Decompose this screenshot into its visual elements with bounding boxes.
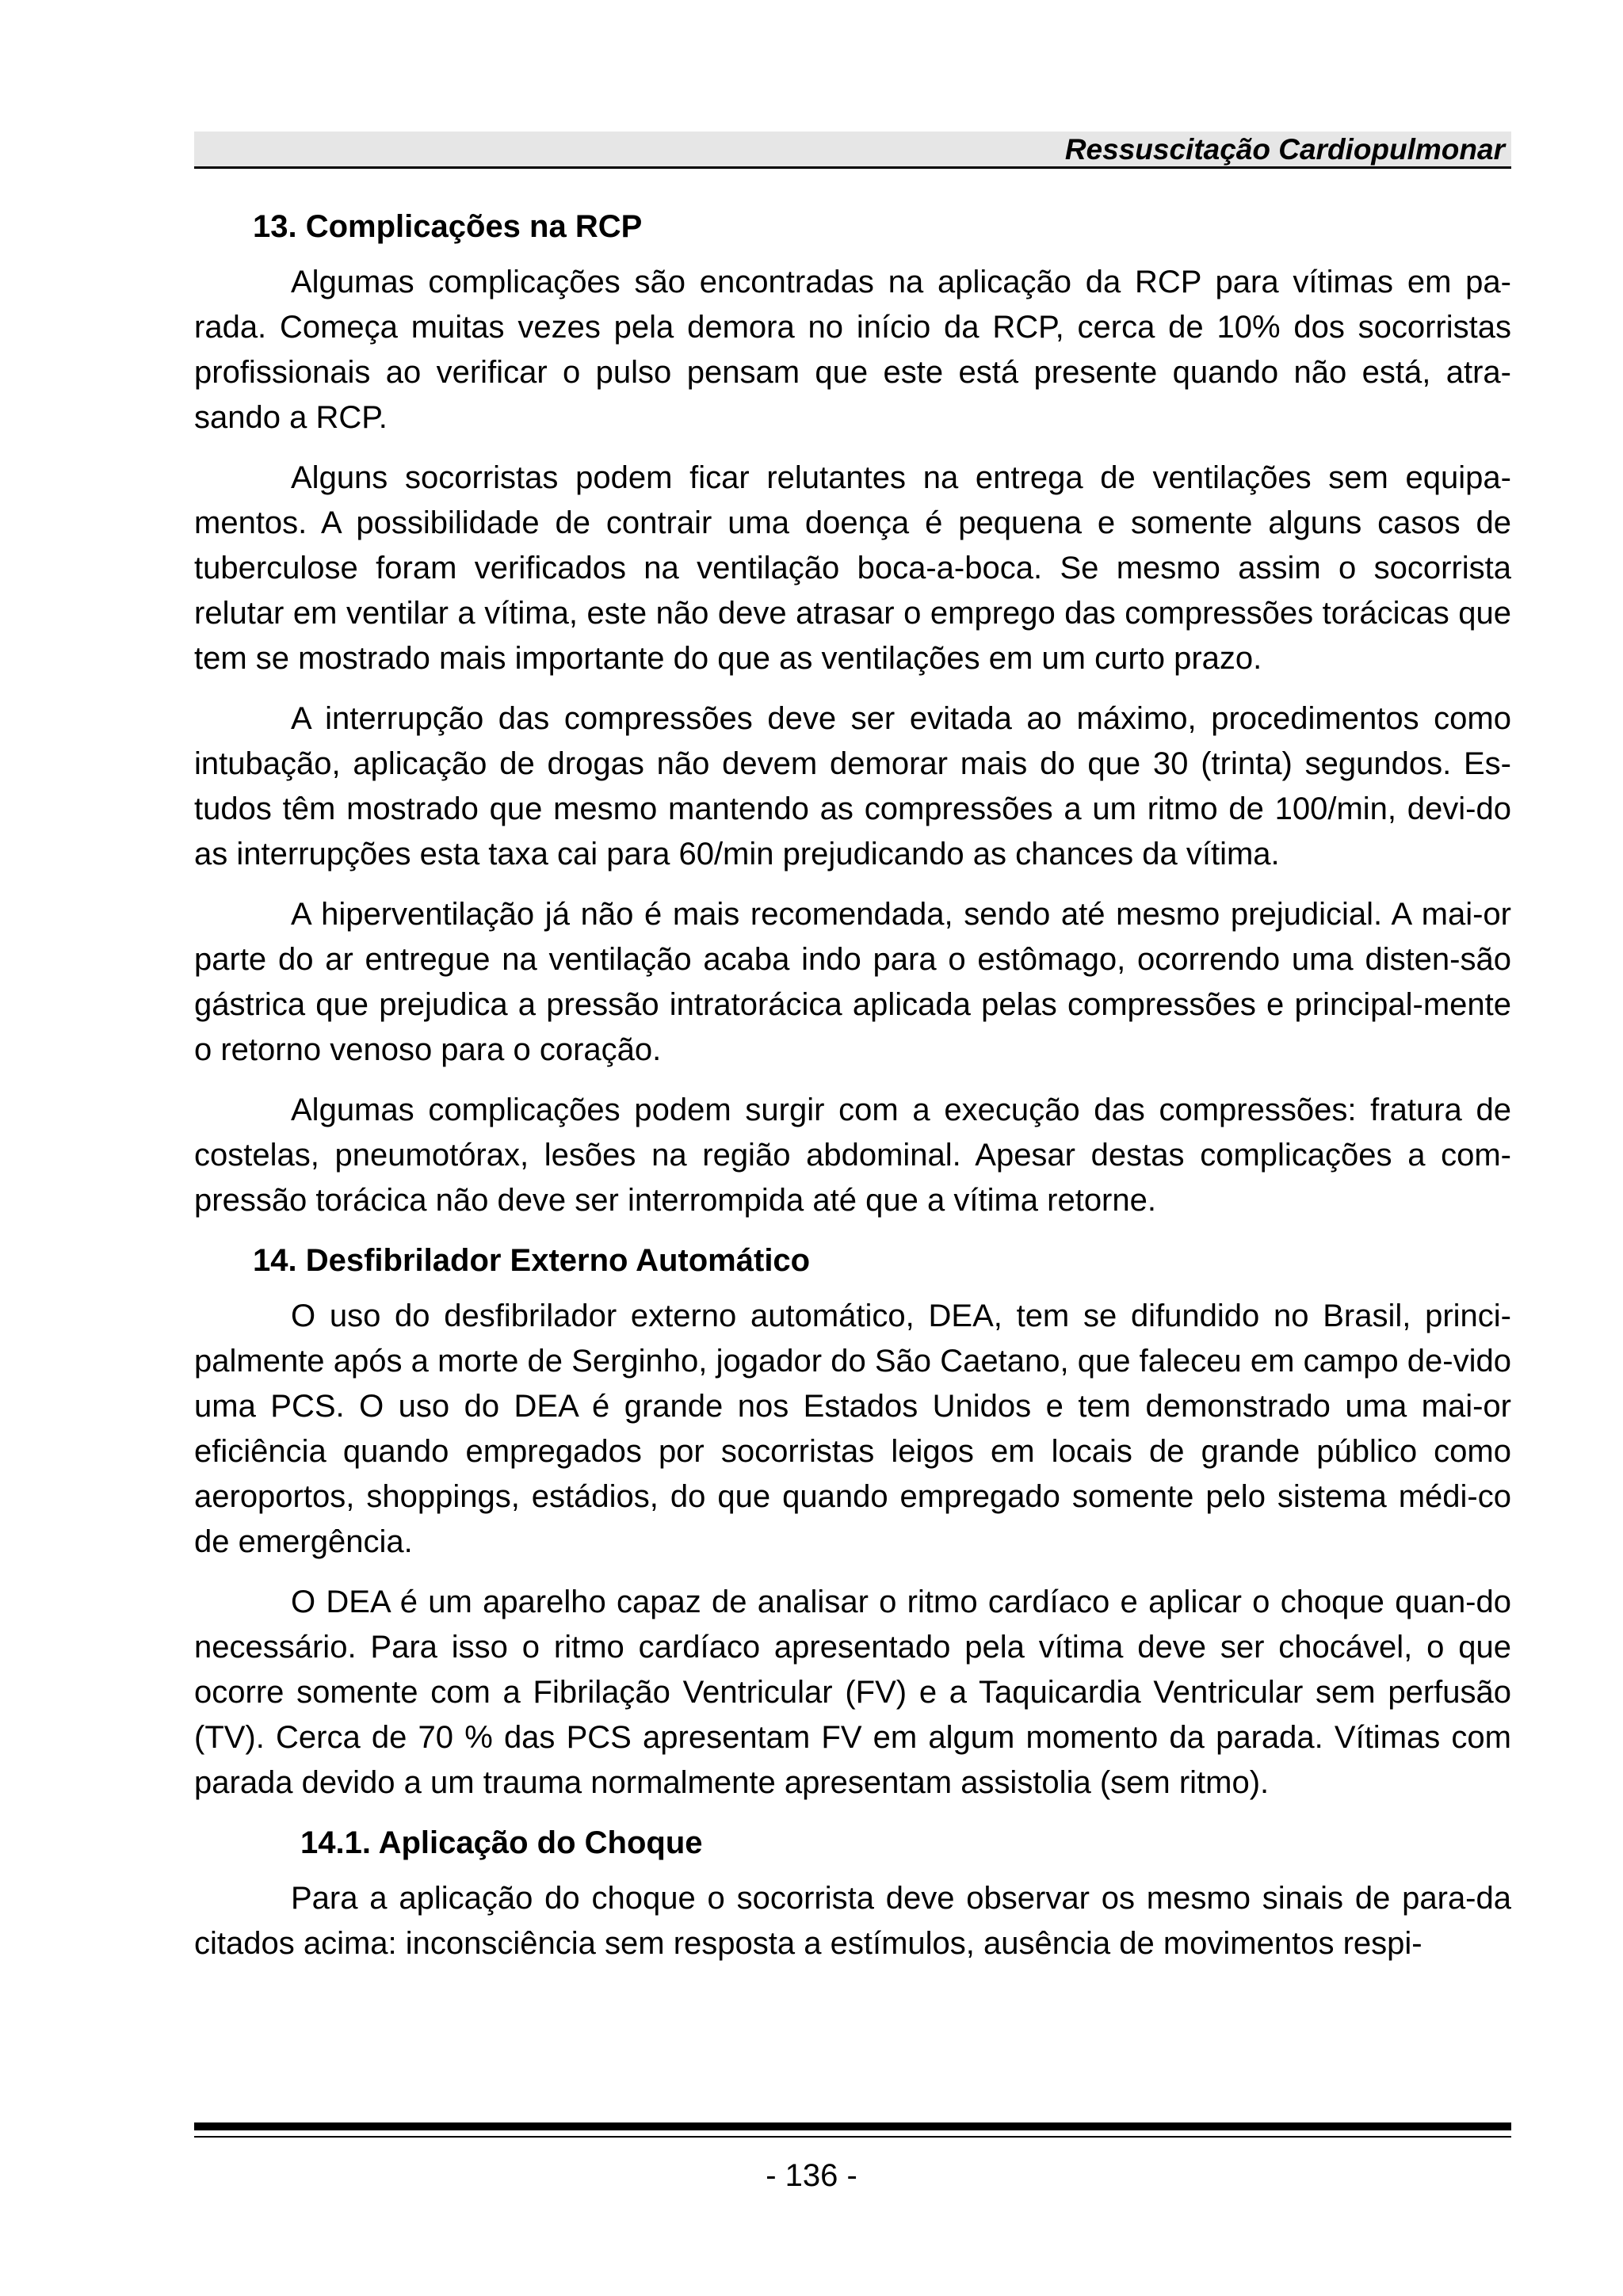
section-heading: 13. Complicações na RCP <box>253 209 643 244</box>
footer-rule-thin <box>194 2136 1511 2138</box>
running-header-title: Ressuscitação Cardiopulmonar <box>1064 133 1505 166</box>
paragraph: A interrupção das compressões deve ser evitada ao máximo, procedimentos como intubação, aplicação de drogas não devem demorar mais do que 30 (trinta) segundos. Es-tudos têm mostrado que mesmo mantendo as compressões a um ritmo de 100/min, devi-do as interrupções esta taxa cai para 60/min prejudicando as chances da vítima. <box>194 701 1511 871</box>
paragraph: Alguns socorristas podem ficar relutantes na entrega de ventilações sem equipa-mentos. A possibilidade de contrair uma doença é pequena e somente alguns casos de tuberculose foram verificados na ventilação boca-a-boca. Se mesmo assim o socorrista relutar em ventilar a vítima, este não deve atrasar o emprego das compressões torácicas que tem se mostrado mais importante do que as ventilações em um curto prazo. <box>194 460 1511 676</box>
paragraph: O DEA é um aparelho capaz de analisar o ritmo cardíaco e aplicar o choque quan-do necessário. Para isso o ritmo cardíaco apresentado pela vítima deve ser chocável, o que ocorre somente com a Fibrilação Ventricular (FV) e a Taquicardia Ventricular sem perfusão (TV). Cerca de 70 % das PCS apresentam FV em algum momento da parada. Vítimas com parada devido a um trauma normalmente apresentam assistolia (sem ritmo). <box>194 1585 1511 1800</box>
footer-rule-thick <box>194 2122 1511 2130</box>
paragraph: O uso do desfibrilador externo automático, DEA, tem se difundido no Brasil, princi-palmente após a morte de Serginho, jogador do São Caetano, que faleceu em campo de-vido uma PCS. O uso do DEA é grande nos Estados Unidos e tem demonstrado uma mai-or eficiência quando empregados por socorristas leigos em locais de grande público como aeroportos, shoppings, estádios, do que quando empregado somente pelo sistema médi-co de emergência. <box>194 1299 1511 1559</box>
page-number: - 136 - <box>766 2158 857 2193</box>
section-heading: 14. Desfibrilador Externo Automático <box>253 1243 811 1278</box>
page-body <box>194 204 1511 1966</box>
paragraph: Algumas complicações podem surgir com a execução das compressões: fratura de costelas, pneumotórax, lesões na região abdominal. Apesar destas complicações a com-pressão torácica não deve ser interrompida até que a vítima retorne. <box>194 1093 1511 1218</box>
paragraph: Algumas complicações são encontradas na aplicação da RCP para vítimas em pa-rada. Começa muitas vezes pela demora no início da RCP, cerca de 10% dos socorristas profissionais ao verificar o pulso pensam que este está presente quando não está, atra-sando a RCP. <box>194 265 1511 435</box>
paragraph: Para a aplicação do choque o socorrista deve observar os mesmo sinais de para-da citados acima: inconsciência sem resposta a estímulos, ausência de movimentos respi- <box>194 1881 1511 1961</box>
running-header <box>194 132 1511 169</box>
paragraph: A hiperventilação já não é mais recomendada, sendo até mesmo prejudicial. A mai-or parte do ar entregue na ventilação acaba indo para o estômago, ocorrendo uma disten-são gástrica que prejudica a pressão intratorácica aplicada pelas compressões e principal-mente o retorno venoso para o coração. <box>194 897 1511 1067</box>
subsection-heading: 14.1. Aplicação do Choque <box>300 1825 703 1860</box>
